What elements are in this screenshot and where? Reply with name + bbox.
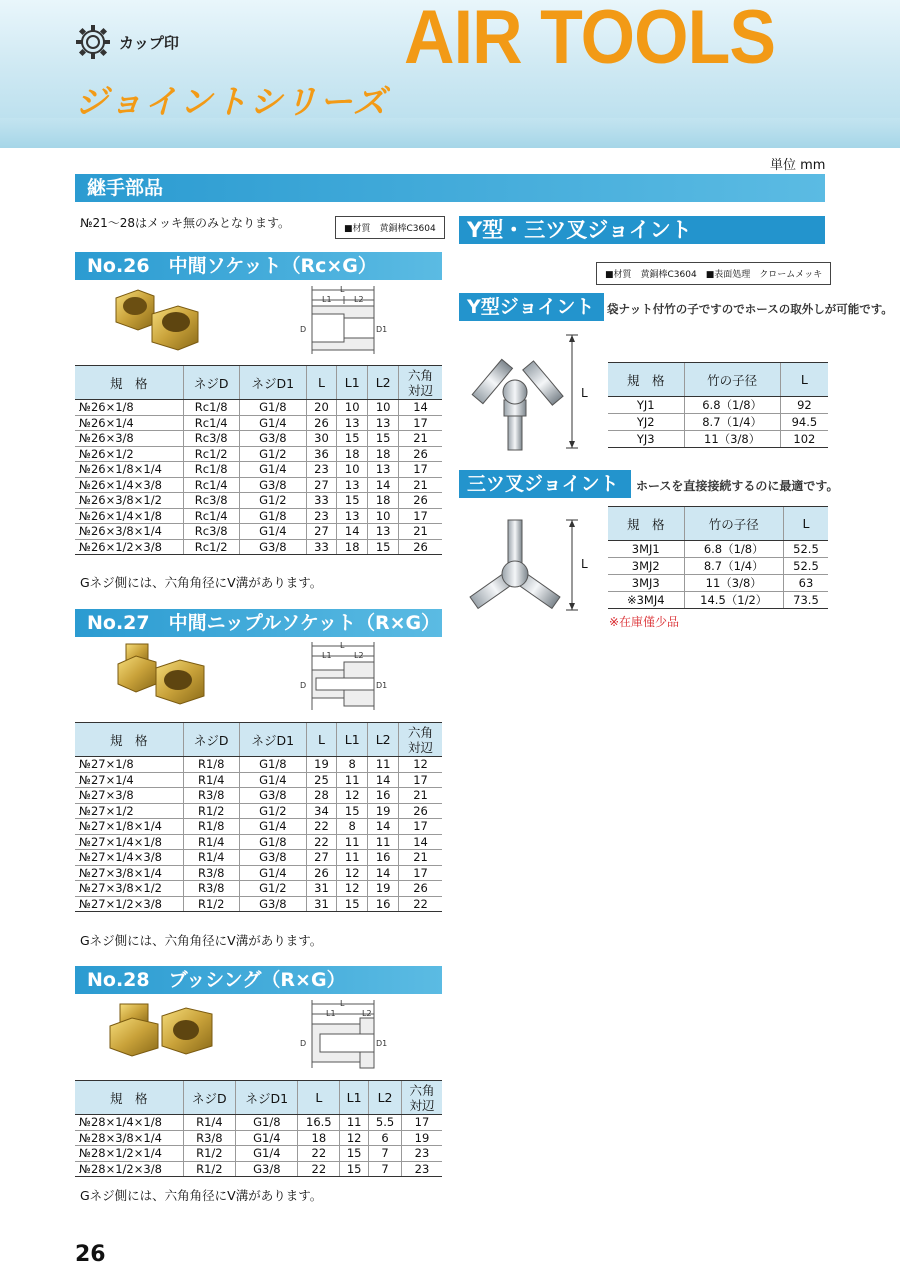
table-cell: G1/4 <box>236 1130 298 1146</box>
table-row <box>75 850 442 866</box>
table-cell: 19 <box>368 803 399 819</box>
table-cell: 18 <box>368 493 399 509</box>
table-cell: 13 <box>368 524 399 540</box>
table-cell: R1/2 <box>183 803 239 819</box>
table-cell: №28×1/2×3/8 <box>75 1161 183 1177</box>
col-hex: 六角 対辺 <box>399 366 442 400</box>
table-cell: 14 <box>399 400 442 416</box>
no28-title: No.28 ブッシング（R×G） <box>75 966 442 994</box>
table-cell: №26×1/2 <box>75 446 183 462</box>
table-cell: R1/8 <box>183 757 239 773</box>
table-cell: 12 <box>337 881 368 897</box>
table-cell: G3/8 <box>236 1161 298 1177</box>
brand-name: カップ印 <box>119 33 179 52</box>
svg-text:L1: L1 <box>322 295 332 304</box>
table-cell: 5.5 <box>369 1115 402 1131</box>
col-spec: 規 格 <box>75 1081 183 1115</box>
section-bar: 継手部品 <box>75 174 825 202</box>
table-row <box>75 508 442 524</box>
table-cell: 13 <box>337 415 368 431</box>
table-cell: R1/2 <box>183 896 239 912</box>
table-cell: G3/8 <box>239 539 306 555</box>
table-cell: 6 <box>369 1130 402 1146</box>
no27-photo <box>112 640 222 710</box>
table-cell: 33 <box>306 539 337 555</box>
col-l: L <box>783 507 828 541</box>
table-cell: R1/4 <box>183 850 239 866</box>
table-row <box>75 834 442 850</box>
mj-title: 三ツ叉ジョイント <box>459 470 631 498</box>
table-cell: 10 <box>337 400 368 416</box>
table-cell: 22 <box>399 896 442 912</box>
no27-table <box>75 722 442 912</box>
table-row <box>75 896 442 912</box>
table-cell: 6.8（1/8） <box>684 397 780 414</box>
table-row <box>75 524 442 540</box>
svg-text:D: D <box>300 325 307 334</box>
table-cell: G1/4 <box>236 1146 298 1162</box>
table-cell: 3MJ2 <box>608 558 684 575</box>
svg-text:L1: L1 <box>322 651 332 660</box>
table-cell: 15 <box>368 539 399 555</box>
table-cell: 7 <box>369 1161 402 1177</box>
table-cell: 15 <box>337 896 368 912</box>
table-cell: G1/4 <box>239 462 306 478</box>
svg-text:L2: L2 <box>354 651 364 660</box>
table-cell: R1/2 <box>183 1161 236 1177</box>
col-spec: 規 格 <box>608 507 684 541</box>
table-cell: Rc3/8 <box>183 431 239 447</box>
table-cell: 15 <box>340 1146 369 1162</box>
table-cell: 22 <box>306 819 337 835</box>
table-cell: 10 <box>337 462 368 478</box>
col-l: L <box>306 723 337 757</box>
mj-dim-label: L <box>581 557 588 571</box>
table-cell: 11 <box>337 850 368 866</box>
table-cell: 14 <box>368 819 399 835</box>
table-cell: №27×1/4 <box>75 772 183 788</box>
brand-logo <box>75 24 179 60</box>
col-l2: L2 <box>368 366 399 400</box>
table-cell: 21 <box>399 788 442 804</box>
table-cell: 27 <box>306 524 337 540</box>
no27-diagram <box>298 640 388 712</box>
no27-title: No.27 中間ニップルソケット（R×G） <box>75 609 442 637</box>
table-cell: 17 <box>399 772 442 788</box>
table-cell: R3/8 <box>183 881 239 897</box>
table-cell: 11（3/8） <box>684 575 783 592</box>
table-cell: 19 <box>306 757 337 773</box>
table-row <box>75 788 442 804</box>
table-cell: №27×1/8 <box>75 757 183 773</box>
col-hose: 竹の子径 <box>684 363 780 397</box>
table-cell: 14 <box>368 477 399 493</box>
col-hex: 六角 対辺 <box>399 723 442 757</box>
table-cell: 8.7（1/4） <box>684 414 780 431</box>
table-cell: 3MJ1 <box>608 541 684 558</box>
table-cell: 34 <box>306 803 337 819</box>
table-cell: 11 <box>368 757 399 773</box>
table-cell: 17 <box>399 865 442 881</box>
table-cell: G3/8 <box>239 431 306 447</box>
table-cell: 73.5 <box>783 592 828 609</box>
table-cell: 13 <box>337 477 368 493</box>
table-cell: R3/8 <box>183 788 239 804</box>
yj-title: Y型ジョイント <box>459 293 604 321</box>
table-cell: 11 <box>337 772 368 788</box>
table-cell: №27×1/2 <box>75 803 183 819</box>
table-row <box>75 431 442 447</box>
table-cell: №27×1/2×3/8 <box>75 896 183 912</box>
table-cell: №27×1/4×1/8 <box>75 834 183 850</box>
table-cell: 26 <box>306 415 337 431</box>
table-cell: 11（3/8） <box>684 431 780 448</box>
no26-diagram <box>298 284 388 356</box>
table-cell: 26 <box>399 446 442 462</box>
table-cell: 15 <box>337 431 368 447</box>
table-cell: 11 <box>340 1115 369 1131</box>
table-cell: 13 <box>368 462 399 478</box>
table-cell: Rc1/4 <box>183 477 239 493</box>
col-l2: L2 <box>369 1081 402 1115</box>
table-row <box>608 592 828 609</box>
yj-table <box>608 362 828 448</box>
table-cell: R1/8 <box>183 819 239 835</box>
table-cell: G3/8 <box>239 477 306 493</box>
table-cell: Rc1/2 <box>183 539 239 555</box>
table-cell: №26×1/8 <box>75 400 183 416</box>
col-d: ネジD <box>183 723 239 757</box>
table-cell: 17 <box>399 415 442 431</box>
table-cell: 92 <box>780 397 828 414</box>
no26-title: No.26 中間ソケット（Rc×G） <box>75 252 442 280</box>
table-cell: 14 <box>399 834 442 850</box>
table-cell: G3/8 <box>239 850 306 866</box>
table-cell: 17 <box>399 508 442 524</box>
table-cell: 8.7（1/4） <box>684 558 783 575</box>
table-cell: G1/4 <box>239 772 306 788</box>
col-d1: ネジD1 <box>239 366 306 400</box>
table-cell: №28×1/2×1/4 <box>75 1146 183 1162</box>
svg-text:L: L <box>340 285 345 294</box>
table-cell: R3/8 <box>183 1130 236 1146</box>
col-spec: 規 格 <box>75 723 183 757</box>
no27-note: Gネジ側には、六角角径にV溝があります。 <box>80 933 323 948</box>
table-cell: 12 <box>337 865 368 881</box>
table-row <box>75 446 442 462</box>
table-cell: 18 <box>337 539 368 555</box>
col-l1: L1 <box>340 1081 369 1115</box>
yj-desc: 袋ナット付竹の子ですのでホースの取外しが可能です。 <box>607 302 893 316</box>
page-title: AIR TOOLS <box>404 0 776 80</box>
table-cell: №27×3/8×1/2 <box>75 881 183 897</box>
table-row <box>75 772 442 788</box>
table-cell: ※3MJ4 <box>608 592 684 609</box>
table-cell: 26 <box>399 493 442 509</box>
table-cell: 14 <box>368 865 399 881</box>
table-cell: 52.5 <box>783 541 828 558</box>
table-cell: G3/8 <box>239 896 306 912</box>
table-row <box>75 493 442 509</box>
table-cell: №26×1/2×3/8 <box>75 539 183 555</box>
no26-photo <box>108 284 220 356</box>
table-cell: №28×1/4×1/8 <box>75 1115 183 1131</box>
table-cell: 13 <box>368 415 399 431</box>
page-header <box>0 0 900 148</box>
table-cell: 22 <box>306 834 337 850</box>
col-d1: ネジD1 <box>239 723 306 757</box>
table-cell: 26 <box>306 865 337 881</box>
yj-dim-label: L <box>581 386 588 400</box>
table-cell: 27 <box>306 477 337 493</box>
table-cell: 21 <box>399 524 442 540</box>
table-row <box>608 414 828 431</box>
table-cell: 16 <box>368 850 399 866</box>
table-cell: 23 <box>402 1146 443 1162</box>
table-cell: 7 <box>369 1146 402 1162</box>
table-cell: 26 <box>399 881 442 897</box>
table-cell: 36 <box>306 446 337 462</box>
table-row <box>75 819 442 835</box>
y3-title: Y型・三ツ叉ジョイント <box>459 216 825 244</box>
table-row <box>608 575 828 592</box>
table-cell: 28 <box>306 788 337 804</box>
section-note: №21～28はメッキ無のみとなります。 <box>80 216 291 230</box>
table-row <box>75 803 442 819</box>
table-cell: №28×3/8×1/4 <box>75 1130 183 1146</box>
table-cell: G1/8 <box>239 508 306 524</box>
table-cell: 14 <box>337 524 368 540</box>
col-spec: 規 格 <box>75 366 183 400</box>
table-cell: №27×1/8×1/4 <box>75 819 183 835</box>
col-spec: 規 格 <box>608 363 684 397</box>
table-row <box>75 462 442 478</box>
no28-photo <box>106 998 224 1070</box>
no28-table <box>75 1080 442 1177</box>
table-cell: №26×1/4×3/8 <box>75 477 183 493</box>
table-cell: Rc1/8 <box>183 462 239 478</box>
table-cell: R3/8 <box>183 865 239 881</box>
table-cell: 11 <box>337 834 368 850</box>
table-cell: G1/4 <box>239 415 306 431</box>
table-cell: 16 <box>368 788 399 804</box>
table-row <box>75 400 442 416</box>
table-cell: 3MJ3 <box>608 575 684 592</box>
table-cell: 22 <box>298 1146 340 1162</box>
table-cell: 18 <box>298 1130 340 1146</box>
table-cell: 12 <box>337 788 368 804</box>
table-cell: Rc1/4 <box>183 415 239 431</box>
table-cell: №26×1/8×1/4 <box>75 462 183 478</box>
stock-note: ※在庫僅少品 <box>609 615 680 629</box>
table-cell: R1/4 <box>183 834 239 850</box>
table-cell: №26×3/8×1/4 <box>75 524 183 540</box>
no28-note: Gネジ側には、六角角径にV溝があります。 <box>80 1188 323 1203</box>
table-cell: №27×3/8×1/4 <box>75 865 183 881</box>
table-cell: 19 <box>368 881 399 897</box>
table-cell: 13 <box>337 508 368 524</box>
table-cell: G1/8 <box>239 834 306 850</box>
table-cell: YJ3 <box>608 431 684 448</box>
table-cell: Rc1/2 <box>183 446 239 462</box>
table-cell: 63 <box>783 575 828 592</box>
table-row <box>608 397 828 414</box>
table-cell: 23 <box>402 1161 443 1177</box>
table-cell: 27 <box>306 850 337 866</box>
table-cell: 11 <box>368 834 399 850</box>
table-row <box>75 477 442 493</box>
svg-text:D: D <box>300 681 307 690</box>
mj-table <box>608 506 828 609</box>
table-cell: 33 <box>306 493 337 509</box>
svg-text:D1: D1 <box>376 325 388 334</box>
col-l1: L1 <box>337 366 368 400</box>
col-l: L <box>780 363 828 397</box>
table-cell: 17 <box>399 819 442 835</box>
table-cell: Rc3/8 <box>183 493 239 509</box>
svg-text:D1: D1 <box>376 681 388 690</box>
svg-text:L: L <box>340 999 345 1008</box>
table-cell: 25 <box>306 772 337 788</box>
svg-text:L2: L2 <box>354 295 364 304</box>
table-cell: G1/2 <box>239 446 306 462</box>
table-cell: G1/4 <box>239 524 306 540</box>
col-d: ネジD <box>183 1081 236 1115</box>
svg-text:L2: L2 <box>362 1009 372 1018</box>
table-row <box>75 757 442 773</box>
table-cell: 31 <box>306 881 337 897</box>
material-box-right: ■材質 黄銅棒C3604 ■表面処理 クロームメッキ <box>596 262 831 285</box>
table-row <box>75 539 442 555</box>
table-cell: 19 <box>402 1130 443 1146</box>
table-cell: 17 <box>402 1115 443 1131</box>
table-cell: 16.5 <box>298 1115 340 1131</box>
table-row <box>608 541 828 558</box>
table-cell: №27×3/8 <box>75 788 183 804</box>
table-cell: G1/2 <box>239 803 306 819</box>
table-cell: 14.5（1/2） <box>684 592 783 609</box>
table-cell: R1/2 <box>183 1146 236 1162</box>
table-cell: 15 <box>340 1161 369 1177</box>
table-cell: №26×3/8 <box>75 431 183 447</box>
table-cell: 30 <box>306 431 337 447</box>
table-cell: R1/4 <box>183 1115 236 1131</box>
col-d: ネジD <box>183 366 239 400</box>
table-cell: G1/8 <box>239 400 306 416</box>
table-cell: 12 <box>340 1130 369 1146</box>
table-cell: 15 <box>337 493 368 509</box>
table-cell: 26 <box>399 539 442 555</box>
col-d1: ネジD1 <box>236 1081 298 1115</box>
table-cell: 8 <box>337 757 368 773</box>
table-cell: №26×1/4 <box>75 415 183 431</box>
table-cell: Rc3/8 <box>183 524 239 540</box>
table-cell: 26 <box>399 803 442 819</box>
table-cell: 10 <box>368 508 399 524</box>
table-cell: G1/2 <box>239 493 306 509</box>
table-cell: 8 <box>337 819 368 835</box>
table-cell: 14 <box>368 772 399 788</box>
table-row <box>75 1115 442 1131</box>
table-cell: 18 <box>368 446 399 462</box>
col-l: L <box>298 1081 340 1115</box>
unit-label: 単位 mm <box>770 158 826 173</box>
table-cell: №26×1/4×1/8 <box>75 508 183 524</box>
table-row <box>75 1146 442 1162</box>
table-cell: G1/2 <box>239 881 306 897</box>
table-cell: G1/8 <box>236 1115 298 1131</box>
table-cell: 10 <box>368 400 399 416</box>
table-cell: Rc1/4 <box>183 508 239 524</box>
table-cell: Rc1/8 <box>183 400 239 416</box>
col-l2: L2 <box>368 723 399 757</box>
table-cell: YJ1 <box>608 397 684 414</box>
table-cell: G1/4 <box>239 865 306 881</box>
table-cell: 16 <box>368 896 399 912</box>
col-l1: L1 <box>337 723 368 757</box>
col-hex: 六角 対辺 <box>402 1081 443 1115</box>
gear-icon <box>75 24 111 60</box>
table-cell: 22 <box>298 1161 340 1177</box>
svg-text:D1: D1 <box>376 1039 388 1048</box>
svg-text:D: D <box>300 1039 307 1048</box>
table-cell: 20 <box>306 400 337 416</box>
table-row <box>75 1161 442 1177</box>
table-cell: 31 <box>306 896 337 912</box>
table-cell: R1/4 <box>183 772 239 788</box>
table-cell: 94.5 <box>780 414 828 431</box>
table-cell: 102 <box>780 431 828 448</box>
table-row <box>75 1130 442 1146</box>
table-row <box>608 558 828 575</box>
col-l: L <box>306 366 337 400</box>
table-cell: 15 <box>368 431 399 447</box>
table-cell: №26×3/8×1/2 <box>75 493 183 509</box>
table-row <box>75 881 442 897</box>
svg-text:L: L <box>340 641 345 650</box>
no28-diagram <box>298 998 388 1070</box>
table-row <box>75 865 442 881</box>
table-cell: 6.8（1/8） <box>684 541 783 558</box>
mj-desc: ホースを直接接続するのに最適です。 <box>636 479 839 493</box>
table-cell: G3/8 <box>239 788 306 804</box>
page-number: 26 <box>75 1242 106 1267</box>
table-cell: 17 <box>399 462 442 478</box>
table-cell: 15 <box>337 803 368 819</box>
table-cell: YJ2 <box>608 414 684 431</box>
no26-table <box>75 365 442 555</box>
table-cell: G1/4 <box>239 819 306 835</box>
table-row <box>608 431 828 448</box>
table-cell: 21 <box>399 431 442 447</box>
material-box-left: ■材質 黄銅棒C3604 <box>335 216 445 239</box>
col-hose: 竹の子径 <box>684 507 783 541</box>
table-cell: №27×1/4×3/8 <box>75 850 183 866</box>
table-row <box>75 415 442 431</box>
table-cell: 23 <box>306 462 337 478</box>
series-title: ジョイントシリーズ <box>75 82 388 121</box>
table-cell: 23 <box>306 508 337 524</box>
table-cell: G1/8 <box>239 757 306 773</box>
no26-note: Gネジ側には、六角角径にV溝があります。 <box>80 575 323 590</box>
table-cell: 21 <box>399 477 442 493</box>
table-cell: 52.5 <box>783 558 828 575</box>
table-cell: 18 <box>337 446 368 462</box>
table-cell: 12 <box>399 757 442 773</box>
svg-text:L1: L1 <box>326 1009 336 1018</box>
table-cell: 21 <box>399 850 442 866</box>
